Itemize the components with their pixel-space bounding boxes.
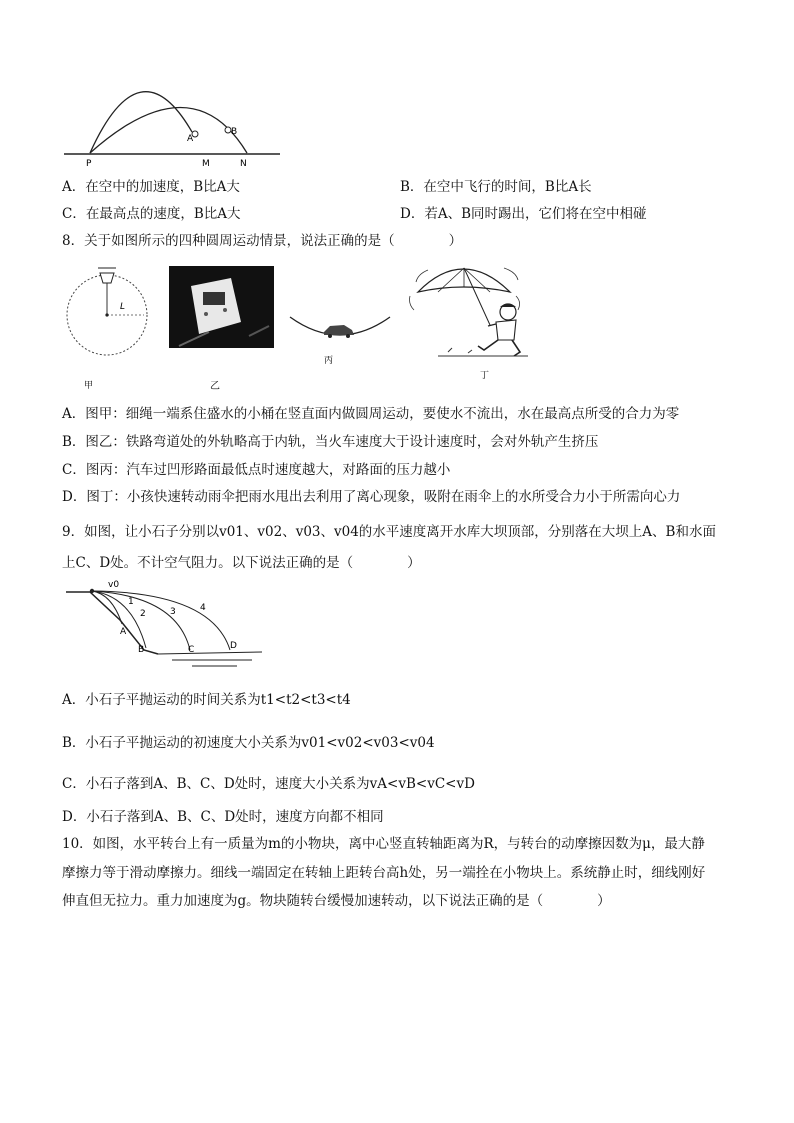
q7-option-a: A．在空中的加速度，B比A大: [62, 179, 240, 195]
label-b: B: [138, 645, 145, 655]
trajectory-4: [92, 591, 230, 650]
q7-option-d: D．若A、B同时踢出，它们将在空中相碰: [400, 206, 647, 222]
q10-line2: 摩擦力等于滑动摩擦力。细线一端固定在转轴上距转台高h处，另一端拴在小物块上。系统静止时，细线刚好: [62, 865, 706, 881]
q9-dam-figure: [62, 578, 282, 670]
q9-option-b: B．小石子平抛运动的初速度大小关系为v01<v02<v03<v04: [62, 735, 435, 751]
q8-fig-ding: [408, 260, 533, 390]
label-a: A: [187, 134, 194, 144]
label-3: 3: [170, 607, 176, 617]
label-n: N: [240, 159, 247, 169]
q8-fig-bing: [288, 305, 393, 365]
train-photo-icon: [169, 266, 274, 348]
q9-option-c: C．小石子落到A、B、C、D处时，速度大小关系为vA<vB<vC<vD: [62, 776, 475, 792]
label-l: L: [120, 302, 126, 312]
trajectory-a: [90, 92, 192, 153]
q7-option-c: C．在最高点的速度，B比A大: [62, 206, 241, 222]
q8-option-d: D．图丁：小孩快速转动雨伞把雨水甩出去利用了离心现象，吸附在雨伞上的水所受合力小于所需向心力: [62, 489, 681, 505]
center-point: [105, 313, 108, 316]
q8-fig-yi: [169, 266, 274, 348]
stone: [90, 589, 94, 593]
label-d: D: [230, 641, 237, 651]
label-v0: v0: [108, 580, 120, 590]
car-icon: [324, 325, 354, 335]
q8-stem: 8．关于如图所示的四种圆周运动情景，说法正确的是（ ）: [62, 233, 463, 249]
label-b: B: [231, 127, 238, 137]
q8-option-b: B．图乙：铁路弯道处的外轨略高于内轨，当火车速度大于设计速度时，会对外轨产生挤压: [62, 434, 599, 450]
q7-option-b: B．在空中飞行的时间，B比A长: [400, 179, 592, 195]
q8-fig-jia: [64, 265, 154, 390]
label-1: 1: [128, 597, 134, 607]
fig-label-jia: 甲: [84, 381, 94, 390]
q10-line3: 伸直但无拉力。重力加速度为g。物块随转台缓慢加速转动，以下说法正确的是（ ）: [62, 893, 611, 909]
label-4: 4: [200, 603, 206, 613]
q7-trajectory-figure: [62, 82, 282, 172]
fig-label-yi: 乙: [210, 381, 220, 392]
trajectory-b: [90, 108, 247, 154]
q9-option-a: A．小石子平抛运动的时间关系为t1<t2<t3<t4: [62, 692, 351, 708]
q8-option-a: A．图甲：细绳一端系住盛水的小桶在竖直面内做圆周运动，要使水不流出，水在最高点所受的合力为零: [62, 406, 680, 422]
fig-label-bing: 丙: [324, 356, 334, 365]
q8-option-c: C．图丙：汽车过凹形路面最低点时速度越大，对路面的压力越小: [62, 462, 451, 478]
q9-stem-line1: 9．如图，让小石子分别以v01、v02、v03、v04的水平速度离开水库大坝顶部，分别落在大坝上A、B和水面: [62, 524, 716, 540]
q9-stem-line2: 上C、D处。不计空气阻力。以下说法正确的是（ ）: [62, 555, 421, 571]
trajectory-3: [92, 591, 190, 650]
fig-label-ding: 丁: [480, 371, 490, 381]
q10-line1: 10．如图，水平转台上有一质量为m的小物块，离中心竖直转轴距离为R，与转台的动摩擦因数为μ，最大静: [62, 836, 705, 852]
label-2: 2: [140, 609, 146, 619]
water-surface: [158, 652, 262, 666]
label-a: A: [120, 627, 127, 637]
label-p: P: [86, 159, 92, 169]
label-c: C: [188, 645, 195, 655]
q9-option-d: D．小石子落到A、B、C、D处时，速度方向都不相同: [62, 809, 384, 825]
label-m: M: [202, 159, 210, 169]
bucket-icon: [100, 273, 114, 283]
